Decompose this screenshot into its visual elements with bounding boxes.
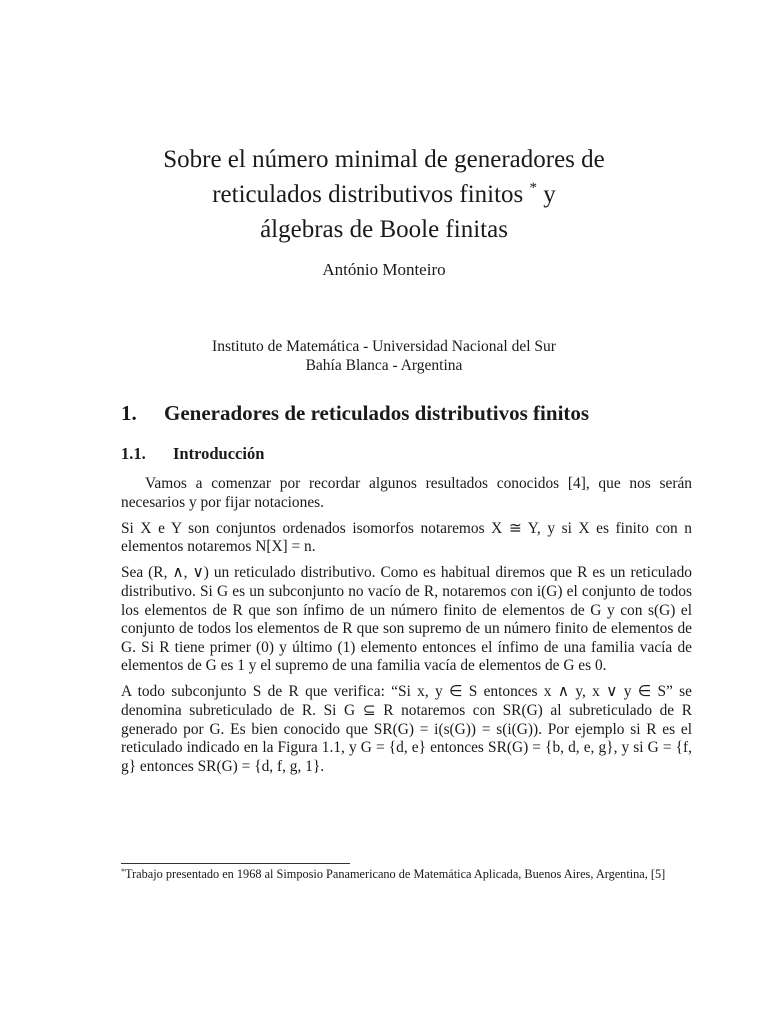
subsection-title: Introducción [173,444,265,463]
section-title: Generadores de reticulados distributivos finitos [164,401,590,425]
subsection-heading [121,444,721,464]
affiliation-line-2: Bahía Blanca - Argentina [305,357,463,374]
title-line-1: Sobre el número minimal de generadores de [163,146,605,173]
title-line-2-end: y [543,181,556,208]
subsection-number: 1.1. [121,444,146,463]
body-text [121,475,692,784]
author-name: António Monteiro [322,260,446,279]
title-line-3: álgebras de Boole finitas [260,216,508,243]
footnote-mark: * [121,867,125,876]
title-line-2-text: reticulados distributivos finitos [212,181,524,208]
title-footnote-mark[interactable]: * [529,180,538,196]
footnote-divider [121,863,350,864]
paragraph-isomorphism: Si X e Y son conjuntos ordenados isomorfos notaremos X ≅ Y, y si X es finito con n elementos notaremos N[X] = n. [121,519,692,556]
footnote [121,866,692,882]
paragraph-lattice-definition: Sea (R, ∧, ∨) un reticulado distributivo. Como es habitual diremos que R es un reticulado distributivo. Si G es un subconjunto no vacío de R, notaremos con i(G) el conjunto de todos los elementos de R que son ínfimo de un número finito de elementos de G y con s(G) el conjunto de todos los elementos de R que son supremo de un número finito de elementos de G. Si R tiene primer (0) y último (1) elemento entonces el ínfimo de una familia vacía de elementos de G es 1 y el supremo de una familia vacía de elementos de G es 0. [121,564,692,675]
paragraph-intro: Vamos a comenzar por recordar algunos resultados conocidos [4], que nos serán necesarios y por fijar notaciones. [121,475,692,511]
section-number: 1. [121,401,137,425]
paragraph-sublattice: A todo subconjunto S de R que verifica: “Si x, y ∈ S entonces x ∧ y, x ∨ y ∈ S” se denomina subreticulado de R. Si G ⊆ R notaremos con SR(G) al subreticulado de R generado por G. Es bien conocido que SR(G) = i(s(G)) = s(i(G)). Por ejemplo si R es el reticulado indicado en la Figura 1.1, y G = {d, e} entonces SR(G) = {b, d, e, g}, y si G = {f, g} entonces SR(G) = {d, f, g, 1}. [121,683,692,775]
title-line-2 [100,177,668,212]
footnote-text: Trabajo presentado en 1968 al Simposio Panamericano de Matemática Aplicada, Buenos Aires, Argentina, [5] [125,867,666,881]
affiliation [100,337,668,375]
paper-title [100,142,668,247]
affiliation-line-1: Instituto de Matemática - Universidad Nacional del Sur [212,338,556,355]
section-heading [121,401,721,426]
